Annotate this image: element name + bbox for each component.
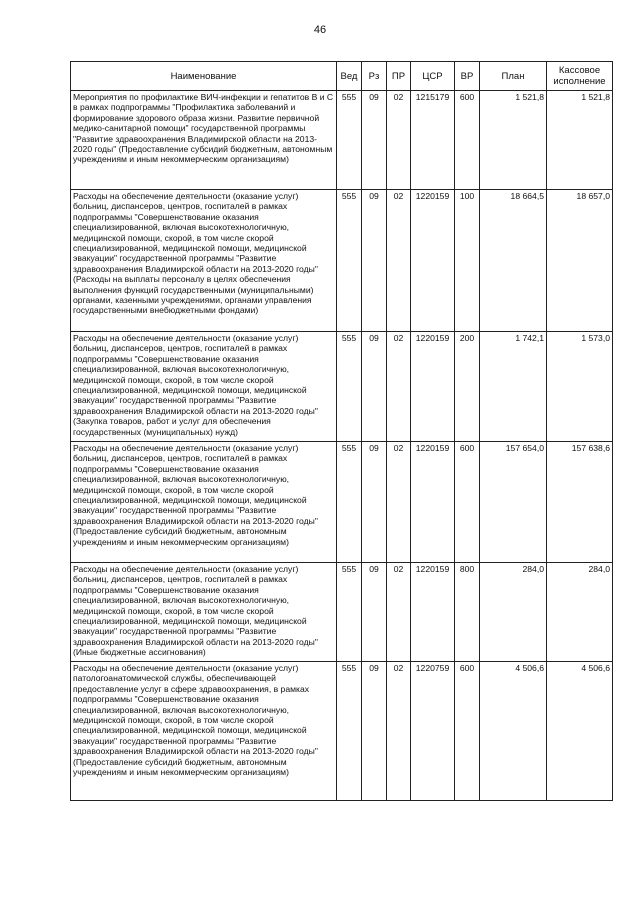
table-row bbox=[71, 563, 613, 662]
header-name: Наименование bbox=[71, 62, 337, 91]
header-rz: Рз bbox=[362, 62, 387, 91]
row-rz: 09 bbox=[362, 563, 387, 662]
row-kassa: 4 506,6 bbox=[547, 662, 613, 801]
row-ved: 555 bbox=[337, 190, 362, 332]
table-row bbox=[71, 662, 613, 801]
row-name: Расходы на обеспечение деятельности (оказание услуг) патологоанатомической службы, обеспечивающей предоставление услуг в сфере здравоохранения, в рамках подпрограммы "Совершенствование оказания специализированной, включая высокотехнологичную, медицинской помощи, скорой, в том числе скорой специализированной, медицинской помощи, медицинской эвакуации" государственной программы "Развитие здравоохранения Владимирской области на 2013-2020 годы" (Предоставление субсидий бюджетным, автономным учреждениям и иным некоммерческим организациям) bbox=[71, 662, 337, 801]
row-plan: 18 664,5 bbox=[480, 190, 547, 332]
row-ved: 555 bbox=[337, 332, 362, 442]
row-ved: 555 bbox=[337, 91, 362, 190]
header-vr: ВР bbox=[455, 62, 480, 91]
row-name: Расходы на обеспечение деятельности (оказание услуг) больниц, диспансеров, центров, госпиталей в рамках подпрограммы "Совершенствование оказания специализированной, включая высокотехнологичную, медицинской помощи, скорой, в том числе скорой специализированной, медицинской помощи, медицинской эвакуации" государственной программы "Развитие здравоохранения Владимирской области на 2013-2020 годы" (Закупка товаров, работ и услуг для обеспечения государственных (муниципальных) нужд) bbox=[71, 332, 337, 442]
row-plan: 1 521,8 bbox=[480, 91, 547, 190]
row-name: Расходы на обеспечение деятельности (оказание услуг) больниц, диспансеров, центров, госпиталей в рамках подпрограммы "Совершенствование оказания специализированной, включая высокотехнологичную, медицинской помощи, скорой, в том числе скорой специализированной, медицинской помощи, медицинской эвакуации" государственной программы "Развитие здравоохранения Владимирской области на 2013-2020 годы" (Иные бюджетные ассигнования) bbox=[71, 563, 337, 662]
row-vr: 600 bbox=[455, 442, 480, 563]
row-pr: 02 bbox=[387, 332, 411, 442]
row-rz: 09 bbox=[362, 190, 387, 332]
row-pr: 02 bbox=[387, 662, 411, 801]
row-kassa: 1 573,0 bbox=[547, 332, 613, 442]
row-csr: 1220159 bbox=[411, 332, 455, 442]
budget-table bbox=[70, 61, 613, 801]
row-vr: 800 bbox=[455, 563, 480, 662]
row-name: Расходы на обеспечение деятельности (оказание услуг) больниц, диспансеров, центров, госпиталей в рамках подпрограммы "Совершенствование оказания специализированной, включая высокотехнологичную, медицинской помощи, скорой, в том числе скорой специализированной, медицинской помощи, медицинской эвакуации" государственной программы "Развитие здравоохранения Владимирской области на 2013-2020 годы" (Предоставление субсидий бюджетным, автономным учреждениям и иным некоммерческим организациям) bbox=[71, 442, 337, 563]
row-kassa: 1 521,8 bbox=[547, 91, 613, 190]
table-row bbox=[71, 91, 613, 190]
row-plan: 4 506,6 bbox=[480, 662, 547, 801]
table-row bbox=[71, 190, 613, 332]
header-ved: Вед bbox=[337, 62, 362, 91]
row-rz: 09 bbox=[362, 662, 387, 801]
row-csr: 1220159 bbox=[411, 190, 455, 332]
row-pr: 02 bbox=[387, 91, 411, 190]
row-ved: 555 bbox=[337, 662, 362, 801]
row-csr: 1220759 bbox=[411, 662, 455, 801]
row-csr: 1220159 bbox=[411, 563, 455, 662]
header-csr: ЦСР bbox=[411, 62, 455, 91]
row-csr: 1215179 bbox=[411, 91, 455, 190]
table-header-row bbox=[71, 62, 613, 91]
row-vr: 600 bbox=[455, 91, 480, 190]
row-csr: 1220159 bbox=[411, 442, 455, 563]
row-plan: 284,0 bbox=[480, 563, 547, 662]
row-kassa: 18 657,0 bbox=[547, 190, 613, 332]
table-row bbox=[71, 442, 613, 563]
row-vr: 600 bbox=[455, 662, 480, 801]
row-rz: 09 bbox=[362, 442, 387, 563]
table-row bbox=[71, 332, 613, 442]
row-rz: 09 bbox=[362, 332, 387, 442]
row-name: Мероприятия по профилактике ВИЧ-инфекции и гепатитов В и С в рамках подпрограммы "Профилактика заболеваний и формирование здорового образа жизни. Развитие первичной медико-санитарной помощи" государственной программы "Развитие здравоохранения Владимирской области на 2013-2020 годы" (Предоставление субсидий бюджетным, автономным учреждениям и иным некоммерческим организациям) bbox=[71, 91, 337, 190]
row-pr: 02 bbox=[387, 442, 411, 563]
row-name: Расходы на обеспечение деятельности (оказание услуг) больниц, диспансеров, центров, госпиталей в рамках подпрограммы "Совершенствование оказания специализированной, включая высокотехнологичную, медицинской помощи, скорой, в том числе скорой специализированной, медицинской помощи, медицинской эвакуации" государственной программы "Развитие здравоохранения Владимирской области на 2013-2020 годы" (Расходы на выплаты персоналу в целях обеспечения выполнения функций государственными (муниципальными) органами, казенными учреждениями, органами управления государственными внебюджетными фондами) bbox=[71, 190, 337, 332]
row-ved: 555 bbox=[337, 442, 362, 563]
row-ved: 555 bbox=[337, 563, 362, 662]
row-vr: 200 bbox=[455, 332, 480, 442]
row-pr: 02 bbox=[387, 190, 411, 332]
header-pr: ПР bbox=[387, 62, 411, 91]
header-plan: План bbox=[480, 62, 547, 91]
row-plan: 1 742,1 bbox=[480, 332, 547, 442]
row-pr: 02 bbox=[387, 563, 411, 662]
row-kassa: 157 638,6 bbox=[547, 442, 613, 563]
row-rz: 09 bbox=[362, 91, 387, 190]
row-kassa: 284,0 bbox=[547, 563, 613, 662]
header-kassa: Кассовое исполнение bbox=[547, 62, 613, 91]
row-plan: 157 654,0 bbox=[480, 442, 547, 563]
page-number: 46 bbox=[313, 24, 327, 36]
row-vr: 100 bbox=[455, 190, 480, 332]
